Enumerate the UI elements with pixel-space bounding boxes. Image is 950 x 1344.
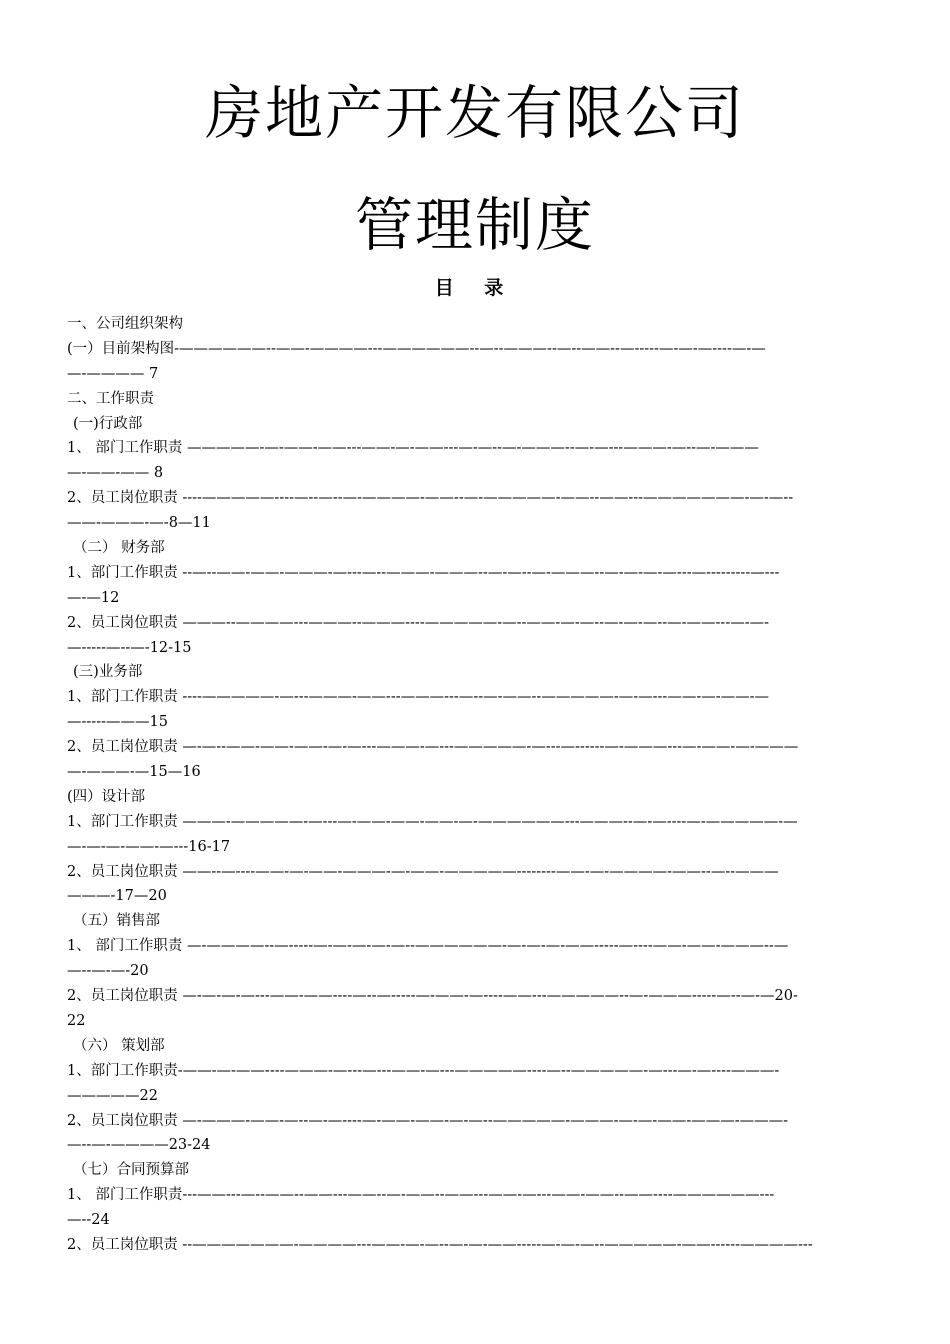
toc-line: 1、部门工作职责 ———-—————-—---—-——-——-——-—-——————---———--—-—----—-—————-— <box>67 813 798 830</box>
toc-line: ———-17—20 <box>67 888 167 905</box>
toc-line: ——-———-—-8—11 <box>67 515 211 532</box>
toc-line: 1、 部门工作职责---——---—--——--——---——--—-——--——---——-—---——-——--——----——————--- <box>67 1187 775 1204</box>
toc-line: —-—12 <box>67 589 120 606</box>
document-title: 房地产开发有限公司 <box>204 79 745 147</box>
toc-line: （七）合同预算部 <box>73 1162 189 1179</box>
toc-line: 2、员工岗位职责 —-—-—-—---——-——----—--—-----—-——-—----——---—————--—-———-----—--—-—20- <box>67 988 798 1005</box>
toc-line: —-----———15 <box>67 714 168 731</box>
toc-line: (一)行政部 <box>73 415 143 432</box>
toc-line: —--—-—-20 <box>67 963 149 980</box>
toc-line: （二） 财务部 <box>73 540 165 557</box>
toc-line: 1、 部门工作职责 —————-—-——-——---——-—-——---—-—--—-———--—-—---———-—--—-——— <box>67 440 759 457</box>
toc-line: 1、部门工作职责 ----—————-—---———-——---———---—--—-——--—————-—-—---——-—-——-— <box>67 689 770 706</box>
toc-heading: 目 录 <box>434 277 516 299</box>
toc-line: 1、 部门工作职责 —-————--—-----—-—-—-—-—--——————-—-—-—-——-----—----——-——-———--— <box>67 938 789 955</box>
toc-line: 2、员工岗位职责 —-———-——-—--—-—----—-——-——-—-—--—————-———-—-—-——-———-———- <box>67 1112 789 1129</box>
toc-line: (一）目前架构图-——————--——-————---——————--—--———--—--——--—-----—-—-—----—-— <box>67 340 766 357</box>
toc-line: (三)业务部 <box>73 664 143 681</box>
toc-line: 2、员工岗位职责 —-—--——-——-——-—-—---———-—---—————-—---—------—-———---—-——-—-——— <box>67 739 799 756</box>
toc-line: —-——-—— 8 <box>67 465 164 482</box>
toc-line: —-———-—15—16 <box>67 764 201 781</box>
toc-line: 2、员工岗位职责 --———————-————---——-—-—--—-—-——-----—-—-—--—————-——------————--- <box>67 1236 813 1253</box>
toc-line: 1、部门工作职责 --—--——-——-———-—---—--———-———--—-—--—-———--—-—-—-—---—---------—--- <box>67 564 780 581</box>
document-subtitle: 管理制度 <box>354 191 595 259</box>
toc-line: —-—-—-——-—---16-17 <box>67 838 231 855</box>
toc-line: 2、员工岗位职责 ——--—----——-—-——-———-—-——-—————--------——-—-————-——--—--——— <box>67 863 779 880</box>
toc-line: —--24 <box>67 1212 110 1229</box>
toc-line: （六） 策划部 <box>73 1037 165 1054</box>
toc-line: 1、部门工作职责-——-—-——----———-—---—---——-—---—————----—--—————-—---—-—----———- <box>67 1062 780 1079</box>
toc-line: —--—-————23-24 <box>67 1137 211 1154</box>
table-of-contents <box>67 312 882 1258</box>
toc-line: 2、员工岗位职责 ———--————---———--———----—————-—--——-—-—--—-—-—--—-——---—-—- <box>67 614 770 631</box>
toc-line: （五）销售部 <box>73 913 160 930</box>
toc-line: (四）设计部 <box>67 788 146 805</box>
toc-line: 22 <box>67 1012 86 1029</box>
toc-line: —-----—--—-12-15 <box>67 639 192 656</box>
toc-line: —-———— 7 <box>67 365 159 382</box>
toc-line: 一、公司组织架构 <box>67 316 183 332</box>
toc-line: 2、员工岗位职责 ----—————----—--—--—-————-——--—-—————-——--——---———————-—-—-- <box>67 490 794 507</box>
toc-line: —————22 <box>67 1087 158 1104</box>
toc-line: 二、工作职责 <box>67 390 154 407</box>
